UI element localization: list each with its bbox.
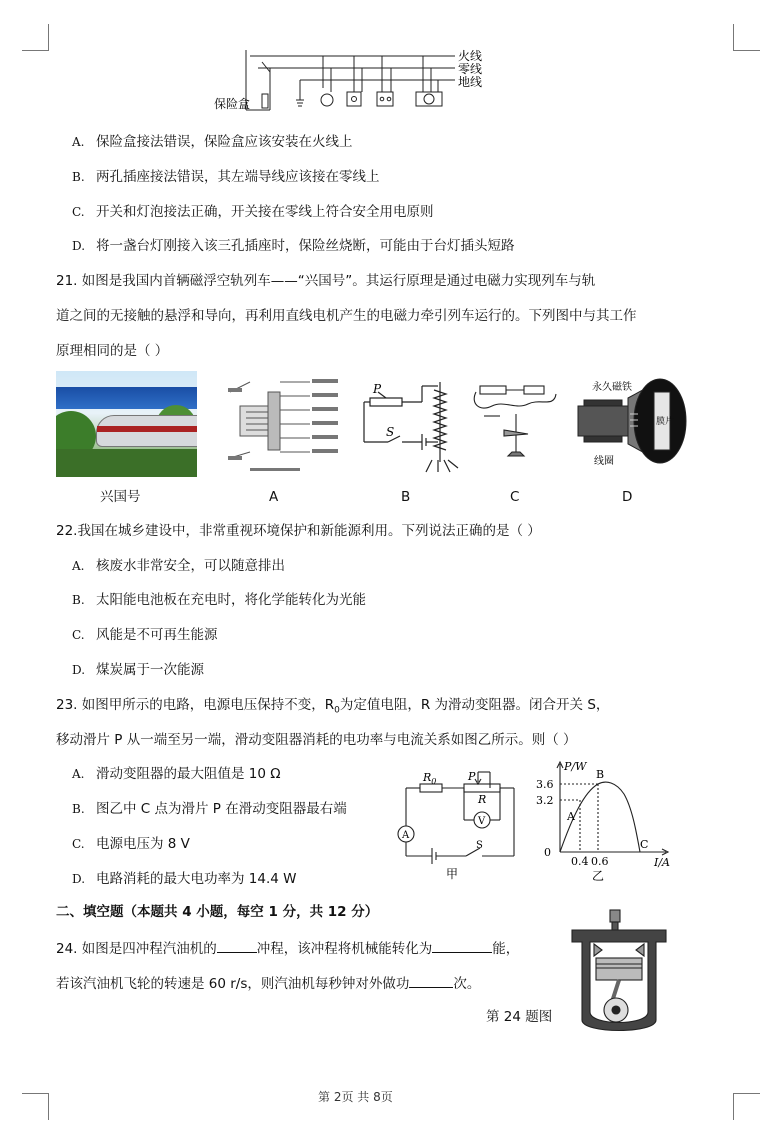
q23-option-a-letter: A. [72,767,85,781]
figure-b-s-label: S [386,425,395,439]
graph-origin-label: 0 [544,846,551,859]
figure-d-magnet-label: 永久磁铁 [592,382,632,393]
caption-xingguo: 兴国号 [100,489,141,505]
graph-caption-yi: 乙 [592,869,605,882]
figure-b-p-label: P [373,382,382,396]
q20-option-b-text: 两孔插座接法错误，其左端导线应该接在零线上 [96,169,380,185]
figure-d-membrane-label: 膜片 [656,417,675,427]
q23-option-a-text: 滑动变阻器的最大阻值是 10 Ω [96,766,281,782]
q20-option-c-text: 开关和灯泡接法正确，开关接在零线上符合安全用电原则 [96,204,434,220]
figure-a-maglev-structure [220,372,348,476]
q24-blank-stroke[interactable] [217,938,257,953]
household-circuit-diagram [210,42,500,120]
q22-option-c-text: 风能是不可再生能源 [96,627,218,643]
circuit-r0-label: $R_0$ [423,771,437,786]
q23-circuit-diagram-jia [394,768,524,880]
q20-option-c-letter: C. [72,205,85,219]
corner-mark-top-left [22,24,49,51]
q24-figure-caption: 第 24 题图 [486,1009,553,1025]
graph-point-c: C [640,838,649,851]
circuit-r-label: R [478,793,487,806]
graph-xlabel: I/A [654,856,670,869]
graph-point-b: B [596,768,605,781]
q22-option-b-letter: B. [72,593,85,607]
graph-point-a: A [567,810,575,823]
q20-option-a-text: 保险盒接法错误，保险盒应该安装在火线上 [96,134,353,150]
section-2-heading: 二、填空题（本题共 4 小题，每空 1 分，共 12 分） [56,904,379,920]
caption-c: C [510,489,520,505]
q23-option-c-text: 电源电压为 8 V [96,836,190,852]
q23-power-current-graph-yi [534,758,674,882]
q21-stem-line3: 原理相同的是（ ） [56,343,169,359]
graph-ylabel: P/W [564,760,587,773]
circuit-p-label: P [468,770,476,783]
q20-option-b-letter: B. [72,170,85,184]
q22-option-a-letter: A. [72,559,85,573]
q22-option-d-letter: D. [72,663,86,677]
q22-option-d-text: 煤炭属于一次能源 [96,662,204,678]
q24-blank-work-times[interactable] [409,973,453,988]
q24-blank-energy[interactable] [432,938,492,953]
q23-option-d-text: 电路消耗的最大电功率为 14.4 W [96,871,297,887]
corner-mark-bottom-right [733,1093,760,1120]
q24-line2: 若该汽油机飞轮的转速是 60 r/s，则汽油机每秒钟对外做功 次。 [56,973,480,993]
q23-option-b-text: 图乙中 C 点为滑片 P 在滑动变阻器最右端 [96,801,347,817]
caption-d: D [622,489,633,505]
q23-option-b-letter: B. [72,802,85,816]
q20-option-d-text: 将一盏台灯刚接入该三孔插座时，保险丝烧断，可能由于台灯插头短路 [96,238,515,254]
q24-line1: 24. 如图是四冲程汽油机的 冲程，该冲程将机械能转化为 能， [56,938,519,958]
live-wire-label: 火线 [458,49,483,63]
circuit-s-label: S [476,840,483,851]
figure-b-electromagnet-circuit [360,376,460,476]
graph-tick-x-0-6: 0.6 [591,855,609,868]
figure-d-coil-label: 线圈 [594,456,614,467]
q22-stem: 22.我国在城乡建设中，非常重视环境保护和新能源利用。下列说法正确的是（ ） [56,523,541,539]
neutral-wire-label: 零线 [458,62,483,76]
corner-mark-top-right [733,24,760,51]
graph-tick-x-0-4: 0.4 [571,855,589,868]
q23-option-d-letter: D. [72,872,86,886]
figure-c-oersted-experiment [470,374,562,464]
circuit-caption-jia: 甲 [446,867,459,880]
graph-tick-y-3-6: 3.6 [536,778,554,791]
figure-d-speaker-cross-section [572,376,692,474]
caption-b: B [401,489,411,505]
q21-stem-line2: 道之间的无接触的悬浮和导向，再利用直线电机产生的电磁力牵引列车运行的。下列图中与其工作 [56,308,637,324]
xingguo-train-photo [56,371,197,477]
q20-option-d-letter: D. [72,239,86,253]
caption-a: A [269,489,279,505]
voltmeter-label: V [478,816,486,827]
q22-option-a-text: 核废水非常安全，可以随意排出 [96,558,285,574]
ground-wire-label: 地线 [458,75,483,89]
q22-option-b-text: 太阳能电池板在充电时，将化学能转化为光能 [96,592,366,608]
q23-stem-line1: 23. 如图甲所示的电路，电源电压保持不变，$R_0$为定值电阻，R 为滑动变阻器。闭合开关 S， [56,697,610,716]
corner-mark-bottom-left [22,1093,49,1120]
q21-stem-line1: 21. 如图是我国内首辆磁浮空轨列车——“兴国号”。其运行原理是通过电磁力实现列车与轨 [56,273,596,289]
q23-stem-line2: 移动滑片 P 从一端至另一端，滑动变阻器消耗的电功率与电流关系如图乙所示。则（ ） [56,732,577,748]
q24-gasoline-engine-diagram [566,908,672,1040]
ammeter-label: A [402,830,410,841]
graph-tick-y-3-2: 3.2 [536,794,554,807]
fusebox-label: 保险盒 [214,97,251,111]
q20-option-a-letter: A. [72,135,85,149]
q23-option-c-letter: C. [72,837,85,851]
q22-option-c-letter: C. [72,628,85,642]
page-footer: 第 2页 共 8页 [318,1090,393,1104]
